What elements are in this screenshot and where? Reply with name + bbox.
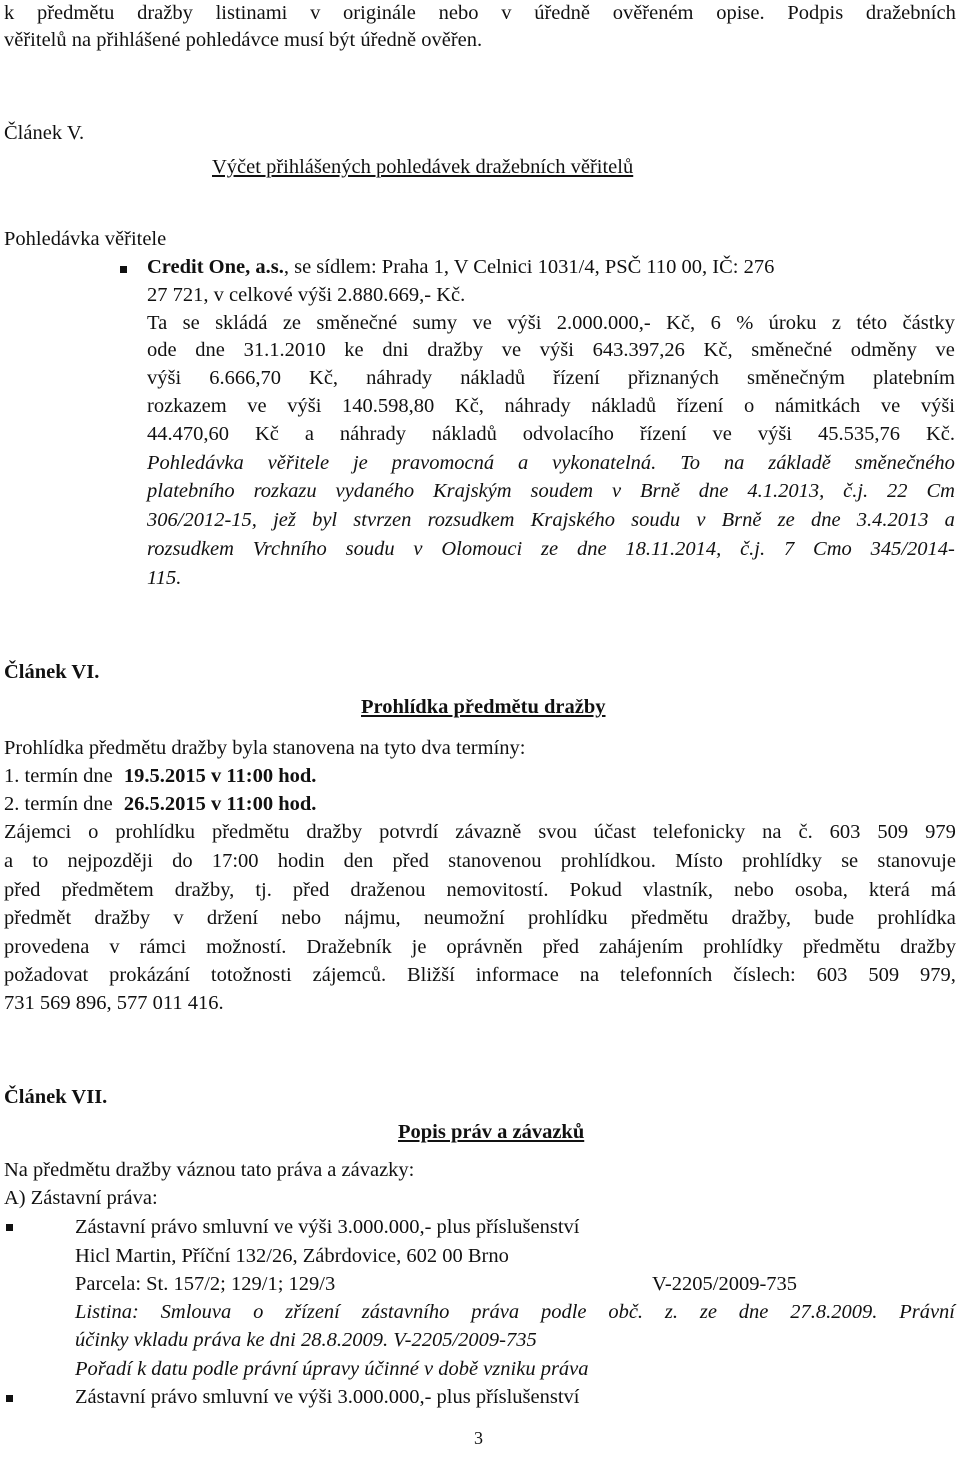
lien-1-priority: Pořadí k datu podle právní úpravy účinné v době vzniku práva [75, 1358, 589, 1380]
article-5-title: Výčet přihlášených pohledávek dražebních věřitelů [212, 156, 634, 178]
claim-label: Pohledávka věřitele [4, 228, 167, 250]
intro-line-1: k předmětu dražby listinami v originále nebo v úředně ověřeném opise. Podpis dražebních [4, 2, 956, 24]
article-6-heading: Článek VI. [4, 661, 100, 683]
term-2-label: 2. termín dne [4, 793, 113, 815]
term-2-value: 26.5.2015 v 11:00 hod. [123, 793, 317, 815]
article-5-heading: Článek V. [4, 122, 85, 144]
claim-legal-4: rozsudkem Vrchního soudu v Olomouci ze dne 18.11.2014, č.j. 7 Cmo 345/2014- [147, 538, 955, 560]
term-1-value: 19.5.2015 v 11:00 hod. [123, 765, 317, 787]
article-6-title: Prohlídka předmětu dražby [361, 696, 606, 718]
lien-1-file-number: V-2205/2009-735 [652, 1273, 798, 1295]
lien-1-title: Zástavní právo smluvní ve výši 3.000.000,- plus příslušenství [75, 1216, 580, 1238]
claim-detail-3: výši 6.666,70 Kč, náhrady nákladů řízení přiznaných směnečným platebním [147, 367, 955, 389]
creditor-name: Credit One, a.s. [147, 256, 284, 278]
creditor-line-1 [147, 255, 955, 280]
inspection-term-2 [4, 792, 316, 817]
lien-2-title: Zástavní právo smluvní ve výši 3.000.000,- plus příslušenství [75, 1386, 580, 1408]
lien-1-deed: Listina: Smlouva o zřízení zástavního práva podle obč. z. ze dne 27.8.2009. Právní [75, 1301, 955, 1323]
lien-1-parcel: Parcela: St. 157/2; 129/1; 129/3 [75, 1273, 336, 1295]
inspection-para-4: předmět dražby v držení nebo nájmu, neumožní prohlídku předmětu dražby, bude prohlídka [4, 907, 956, 929]
term-1-label: 1. termín dne [4, 765, 113, 787]
inspection-term-1 [4, 764, 316, 789]
lien-1-holder: Hicl Martin, Příční 132/26, Zábrdovice, 602 00 Brno [75, 1245, 509, 1267]
inspection-para-6: požadovat prokázání totožnosti zájemců. Bližší informace na telefonních číslech: 603 509 979, [4, 964, 956, 986]
inspection-para-1: Zájemci o prohlídku předmětu dražby potvrdí závazně svou účast telefonicky na č. 603 509 979 [4, 821, 956, 843]
bullet-icon [120, 266, 127, 273]
intro-line-2: věřitelů na přihlášené pohledávce musí být úředně ověřen. [4, 29, 483, 51]
article-7-title: Popis práv a závazků [398, 1121, 585, 1143]
page-number: 3 [474, 1428, 483, 1448]
claim-legal-5: 115. [147, 567, 182, 589]
claim-detail-2: ode dne 31.1.2010 ke dni dražby ve výši 643.397,26 Kč, směnečné odměny ve [147, 339, 955, 361]
inspection-intro: Prohlídka předmětu dražby byla stanovena na tyto dva termíny: [4, 737, 526, 759]
inspection-para-5: provedena v rámci možností. Dražebník je oprávněn před zahájením prohlídky předmětu dražby [4, 936, 956, 958]
bullet-icon [6, 1224, 13, 1231]
claim-legal-1: Pohledávka věřitele je pravomocná a vykonatelná. To na základě směnečného [147, 452, 955, 474]
claim-detail-1: Ta se skládá ze směnečné sumy ve výši 2.000.000,- Kč, 6 % úroku z této částky [147, 312, 955, 334]
inspection-para-3: před předmětem dražby, tj. před draženou nemovitostí. Pokud vlastník, nebo osoba, která má [4, 879, 956, 901]
claim-legal-2: platebního rozkazu vydaného Krajským soudem v Brně dne 4.1.2013, č.j. 22 Cm [147, 480, 955, 502]
claim-detail-4: rozkazem ve výši 140.598,80 Kč, náhrady nákladů řízení o námitkách ve výši [147, 395, 955, 417]
claim-detail-5: 44.470,60 Kč a náhrady nákladů odvolacího řízení ve výši 45.535,76 Kč. [147, 423, 955, 445]
claim-legal-3: 306/2012-15, jež byl stvrzen rozsudkem Krajského soudu v Brně ze dne 3.4.2013 a [147, 509, 955, 531]
inspection-para-2: a to nejpozději do 17:00 hodin den před stanovenou prohlídkou. Místo prohlídky se stanovuje [4, 850, 956, 872]
article-7-heading: Článek VII. [4, 1086, 108, 1108]
section-a-heading: A) Zástavní práva: [4, 1187, 158, 1209]
lien-1-effect: účinky vkladu práva ke dni 28.8.2009. V-2205/2009-735 [75, 1329, 537, 1351]
bullet-icon [6, 1395, 13, 1402]
creditor-line-2: 27 721, v celkové výši 2.880.669,- Kč. [147, 284, 466, 306]
inspection-para-7: 731 569 896, 577 011 416. [4, 992, 224, 1014]
creditor-address: , se sídlem: Praha 1, V Celnici 1031/4, PSČ 110 00, IČ: 276 [283, 256, 775, 278]
rights-intro: Na předmětu dražby váznou tato práva a závazky: [4, 1159, 415, 1181]
